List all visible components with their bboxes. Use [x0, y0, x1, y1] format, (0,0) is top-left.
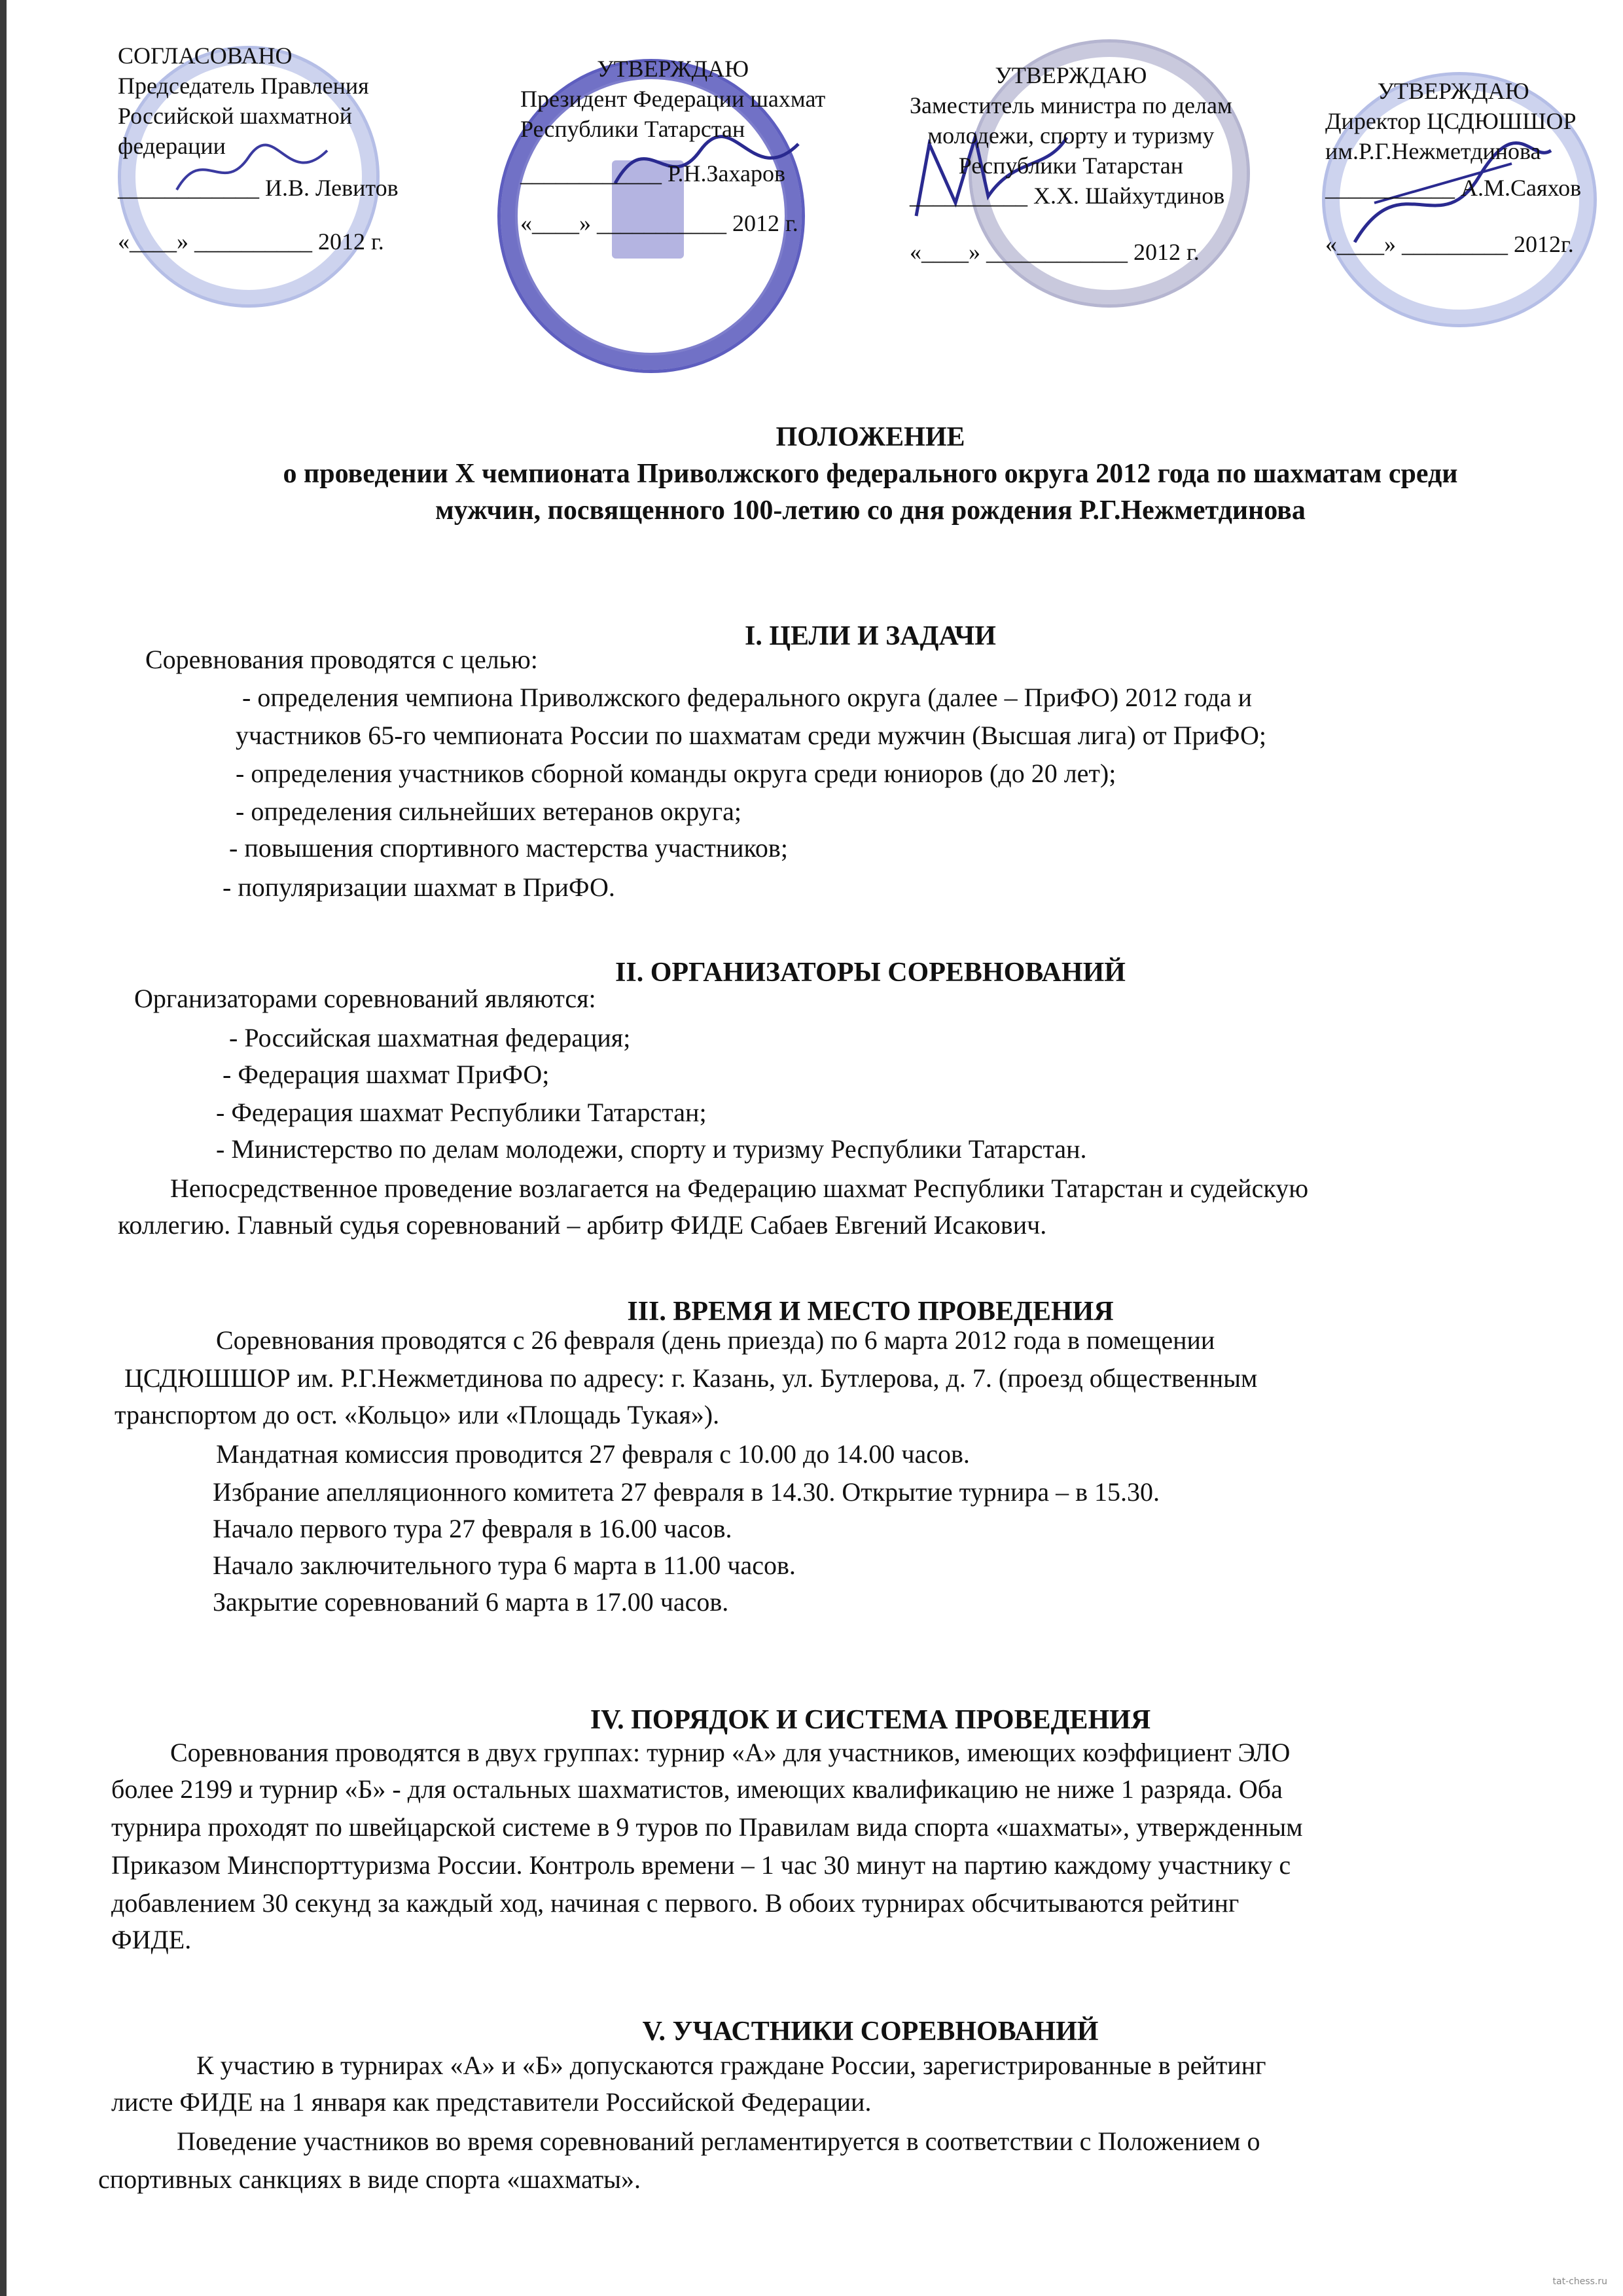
approval-heading: УТВЕРЖДАЮ: [1377, 78, 1529, 104]
section-4-line: добавлением 30 секунд за каждый ход, начиная с первого. В обоих турнирах обсчитываются рейтинг: [111, 1888, 1240, 1918]
section-2-item: - Федерация шахмат ПриФО;: [223, 1060, 550, 1089]
document-title: ПОЛОЖЕНИЕ: [776, 422, 965, 452]
section-5-line: листе ФИДЕ на 1 января как представители Российской Федерации.: [111, 2087, 872, 2117]
section-2-item: - Российская шахматная федерация;: [229, 1023, 631, 1052]
section-5-paragraph-line-2: спортивных санкциях в виде спорта «шахматы».: [98, 2164, 641, 2194]
schedule-item: Начало первого тура 27 февраля в 16.00 часов.: [213, 1514, 732, 1543]
section-2-item: - Федерация шахмат Республики Татарстан;: [216, 1098, 707, 1127]
approval-sport-school: [1325, 76, 1581, 259]
approval-rcf: [118, 41, 399, 257]
section-4-line: ФИДЕ.: [111, 1925, 192, 1954]
approval-line: Директор ЦСДЮШШОР: [1325, 108, 1577, 134]
section-3-line: Соревнования проводятся с 26 февраля (день приезда) по 6 марта 2012 года в помещении: [216, 1325, 1215, 1355]
schedule-item: Мандатная комиссия проводится 27 февраля с 10.00 до 14.00 часов.: [216, 1439, 970, 1469]
section-4-line: [111, 1736, 1610, 1770]
approval-date-line: «____» __________ 2012 г.: [118, 228, 384, 255]
approval-heading: УТВЕРЖДАЮ: [995, 62, 1147, 88]
section-1-item: - определения участников сборной команды округа среди юниоров (до 20 лет);: [236, 759, 1116, 788]
section-5-paragraph-line-1: Поведение участников во время соревнований регламентируется в соответствии с Положением о: [177, 2126, 1260, 2156]
approval-date-line: «____» ___________ 2012 г.: [520, 210, 798, 236]
section-4-line: турнира проходят по швейцарской системе в 9 туров по Правилам вида спорта «шахматы», утвержденным: [111, 1812, 1303, 1842]
approval-line: Российской шахматной: [118, 103, 352, 129]
section-4-text: Соревнования проводятся в двух группах: турнир «А» для участников, имеющих коэффициент ЭЛО: [170, 1738, 1291, 1767]
section-2-intro: Организаторами соревнований являются:: [134, 984, 596, 1013]
section-1-item: - определения чемпиона Приволжского федерального округа (далее – ПриФО) 2012 года и: [242, 683, 1253, 712]
approval-ministry: [910, 60, 1232, 267]
approval-signature-line: __________ Х.Х. Шайхутдинов: [910, 183, 1225, 209]
section-1-item: - популяризации шахмат в ПриФО.: [223, 872, 615, 902]
section-1-intro: Соревнования проводятся с целью:: [145, 645, 538, 674]
approval-line: Заместитель министра по делам: [910, 92, 1232, 118]
document-subtitle-line-1: о проведении X чемпионата Приволжского федерального округа 2012 года по шахматам среди: [283, 459, 1458, 489]
approval-heading: УТВЕРЖДАЮ: [597, 56, 749, 82]
approval-heading: СОГЛАСОВАНО: [118, 43, 293, 69]
approval-rt-federation: [520, 54, 825, 238]
section-1-item: - определения сильнейших ветеранов округа;: [236, 797, 741, 826]
approval-line: Республики Татарстан: [520, 116, 745, 142]
scan-edge: [0, 0, 7, 2296]
section-2-heading: II. ОРГАНИЗАТОРЫ СОРЕВНОВАНИЙ: [615, 958, 1126, 988]
source-watermark: tat-chess.ru: [1552, 2276, 1607, 2287]
section-1-item: участников 65-го чемпионата России по шахматам среди мужчин (Высшая лига) от ПриФО;: [236, 721, 1266, 750]
approval-line: Президент Федерации шахмат: [520, 86, 826, 112]
schedule-item: Закрытие соревнований 6 марта в 17.00 часов.: [213, 1587, 729, 1617]
section-3-line: ЦСДЮШШОР им. Р.Г.Нежметдинова по адресу: г. Казань, ул. Бутлерова, д. 7. (проезд общественным: [124, 1363, 1258, 1393]
approval-date-line: «____» _________ 2012г.: [1325, 231, 1574, 257]
document-subtitle-line-2: мужчин, посвященного 100-летию со дня рождения Р.Г.Нежметдинова: [435, 495, 1306, 526]
section-2-paragraph-line-2: коллегию. Главный судья соревнований – арбитр ФИДЕ Сабаев Евгений Исакович.: [118, 1210, 1047, 1240]
approval-signature-line: ___________ А.М.Саяхов: [1325, 175, 1582, 201]
approval-line: молодежи, спорту и туризму: [927, 122, 1215, 149]
approval-line: им.Р.Г.Нежметдинова: [1325, 138, 1541, 164]
approval-line: федерации: [118, 133, 226, 159]
section-2-item: - Министерство по делам молодежи, спорту и туризму Республики Татарстан.: [216, 1134, 1087, 1164]
approval-signature-line: ____________ И.В. Левитов: [118, 175, 399, 201]
schedule-item: Начало заключительного тура 6 марта в 11.00 часов.: [213, 1551, 796, 1580]
section-5-line: К участию в турнирах «А» и «Б» допускаются граждане России, зарегистрированные в рейтинг: [196, 2051, 1266, 2080]
section-4-heading: IV. ПОРЯДОК И СИСТЕМА ПРОВЕДЕНИЯ: [590, 1705, 1151, 1735]
section-4-line: более 2199 и турнир «Б» - для остальных шахматистов, имеющих квалификацию не ниже 1 разряда. Оба: [111, 1774, 1283, 1804]
section-3-line: транспортом до ост. «Кольцо» или «Площадь Тукая»).: [115, 1400, 720, 1429]
section-4-line: Приказом Минспорттуризма России. Контроль времени – 1 час 30 минут на партию каждому участнику с: [111, 1850, 1291, 1880]
schedule-item: Избрание апелляционного комитета 27 февраля в 14.30. Открытие турнира – в 15.30.: [213, 1477, 1160, 1507]
approval-date-line: «____» ____________ 2012 г.: [910, 239, 1200, 265]
approval-line: Республики Татарстан: [958, 152, 1184, 179]
section-2-paragraph-line-1: Непосредственное проведение возлагается на Федерацию шахмат Республики Татарстан и судейскую: [170, 1174, 1309, 1203]
approval-line: Председатель Правления: [118, 73, 369, 99]
section-1-heading: I. ЦЕЛИ И ЗАДАЧИ: [745, 621, 996, 651]
section-5-heading: V. УЧАСТНИКИ СОРЕВНОВАНИЙ: [642, 2017, 1099, 2047]
section-3-heading: III. ВРЕМЯ И МЕСТО ПРОВЕДЕНИЯ: [627, 1297, 1114, 1327]
approval-signature-line: ____________ Р.Н.Захаров: [520, 160, 786, 187]
section-1-item: - повышения спортивного мастерства участников;: [229, 833, 788, 863]
